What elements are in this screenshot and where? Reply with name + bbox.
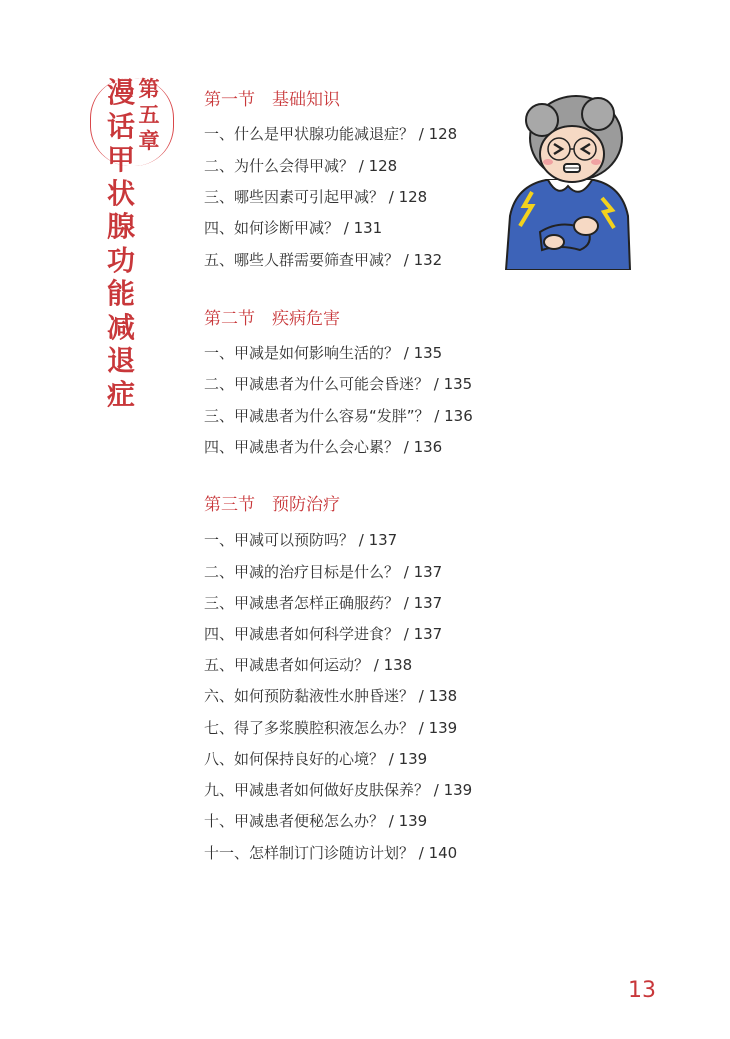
tired-elderly-illustration: [502, 94, 632, 270]
toc-item[interactable]: 四、甲减患者为什么会心累？ / 136: [204, 438, 443, 456]
toc-item[interactable]: 四、甲减患者如何科学进食？ / 137: [204, 625, 443, 643]
toc-item[interactable]: 四、如何诊断甲减？ / 131: [204, 219, 383, 237]
toc-item[interactable]: 二、甲减的治疗目标是什么？ / 137: [204, 563, 443, 581]
toc-item[interactable]: 八、如何保持良好的心境？ / 139: [204, 750, 428, 768]
section-title-2: 第二节 疾病危害: [204, 309, 340, 329]
toc-item[interactable]: 一、甲减是如何影响生活的？ / 135: [204, 344, 443, 362]
page-number: 13: [628, 978, 656, 1003]
toc-item[interactable]: 一、甲减可以预防吗？ / 137: [204, 531, 398, 549]
section-title-1: 第一节 基础知识: [204, 90, 340, 110]
toc-item[interactable]: 一、什么是甲状腺功能减退症？ / 128: [204, 125, 458, 143]
toc-item[interactable]: 五、甲减患者如何运动？ / 138: [204, 656, 413, 674]
toc-item[interactable]: 十一、怎样制订门诊随访计划？ / 140: [204, 844, 458, 862]
chapter-title: 漫话甲状腺功能减退症: [106, 76, 135, 411]
toc-item[interactable]: 二、为什么会得甲减？ / 128: [204, 157, 398, 175]
toc-item[interactable]: 二、甲减患者为什么可能会昏迷？ / 135: [204, 375, 473, 393]
toc-item[interactable]: 五、哪些人群需要筛查甲减？ / 132: [204, 251, 443, 269]
toc-item[interactable]: 九、甲减患者如何做好皮肤保养？ / 139: [204, 781, 473, 799]
section-title-3: 第三节 预防治疗: [204, 495, 340, 515]
toc-item[interactable]: 六、如何预防黏液性水肿昏迷？ / 138: [204, 687, 458, 705]
toc-item[interactable]: 七、得了多浆膜腔积液怎么办？ / 139: [204, 719, 458, 737]
toc-item[interactable]: 三、哪些因素可引起甲减？ / 128: [204, 188, 428, 206]
toc-item[interactable]: 三、甲减患者为什么容易“发胖”？ / 136: [204, 407, 473, 425]
chapter-number: 第五章: [138, 77, 160, 153]
toc-item[interactable]: 十、甲减患者便秘怎么办？ / 139: [204, 812, 428, 830]
toc-item[interactable]: 三、甲减患者怎样正确服药？ / 137: [204, 594, 443, 612]
